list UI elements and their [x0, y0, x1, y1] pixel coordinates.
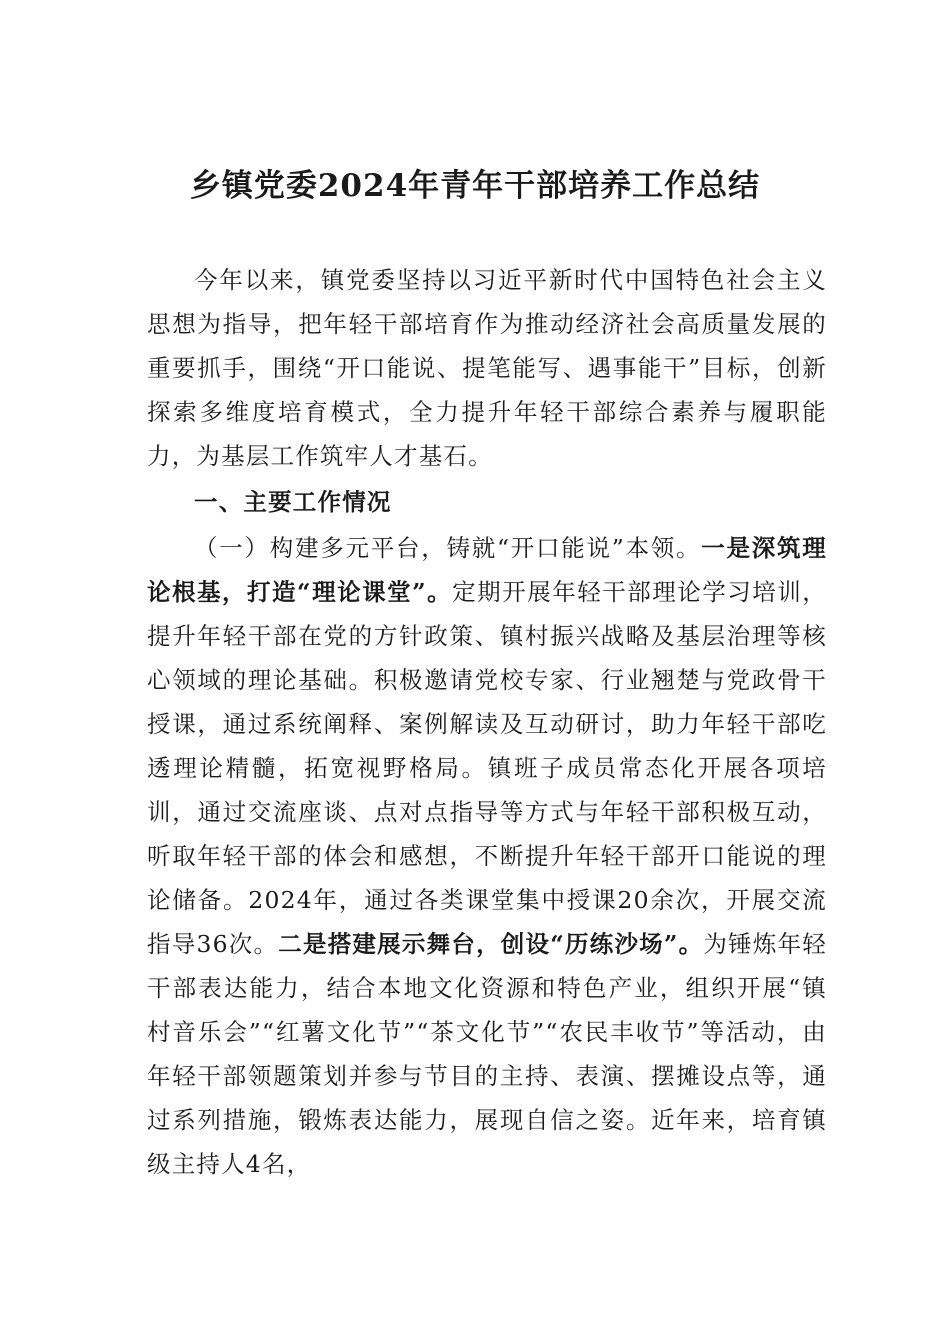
point1-text: 定期开展年轻干部理论学习培训，提升年轻干部在党的方针政策、镇村振兴战略及基层治理等核心领域的理论基础。积极邀请党校专家、行业翘楚与党政骨干授课，通过系统阐释、案例解读及互动研讨，助力年轻干部吃透理论精髓，拓宽视野格局。镇班子成员常态化开展各项培训，通过交流座谈、点对点指导等方式与年轻干部积极互动，听取年轻干部的体会和感想，不断提升年轻干部开口能说的理论储备。2024年，通过各类课堂集中授课20余次，开展交流指导36次。 — [147, 578, 828, 958]
subsection-paragraph — [147, 526, 827, 1186]
point2-title: 二是搭建展示舞台，创设“历练沙场”。 — [278, 930, 704, 958]
point2-text: 为锤炼年轻干部表达能力，结合本地文化资源和特色产业，组织开展“镇村音乐会”“红薯文化节”“茶文化节”“农民丰收节”等活动，由年轻干部领题策划并参与节目的主持、表演、摆摊设点等，通过系列措施，锻炼表达能力，展现自信之姿。近年来，培育镇级主持人4名， — [147, 930, 828, 1178]
point1-title: 一是深筑理论根基，打造“理论课堂”。 — [147, 534, 827, 606]
subsection-heading: （一）构建多元平台，铸就“开口能说”本领。 — [194, 534, 702, 562]
document-title: 乡镇党委2024年青年干部培养工作总结 — [189, 168, 761, 204]
section-heading: 一、主要工作情况 — [194, 488, 392, 516]
intro-paragraph: 今年以来，镇党委坚持以习近平新时代中国特色社会主义思想为指导，把年轻干部培育作为推动经济社会高质量发展的重要抓手，围绕“开口能说、提笔能写、遇事能干”目标，创新探索多维度培育模式，全力提升年轻干部综合素养与履职能力，为基层工作筑牢人才基石。 — [147, 266, 827, 470]
